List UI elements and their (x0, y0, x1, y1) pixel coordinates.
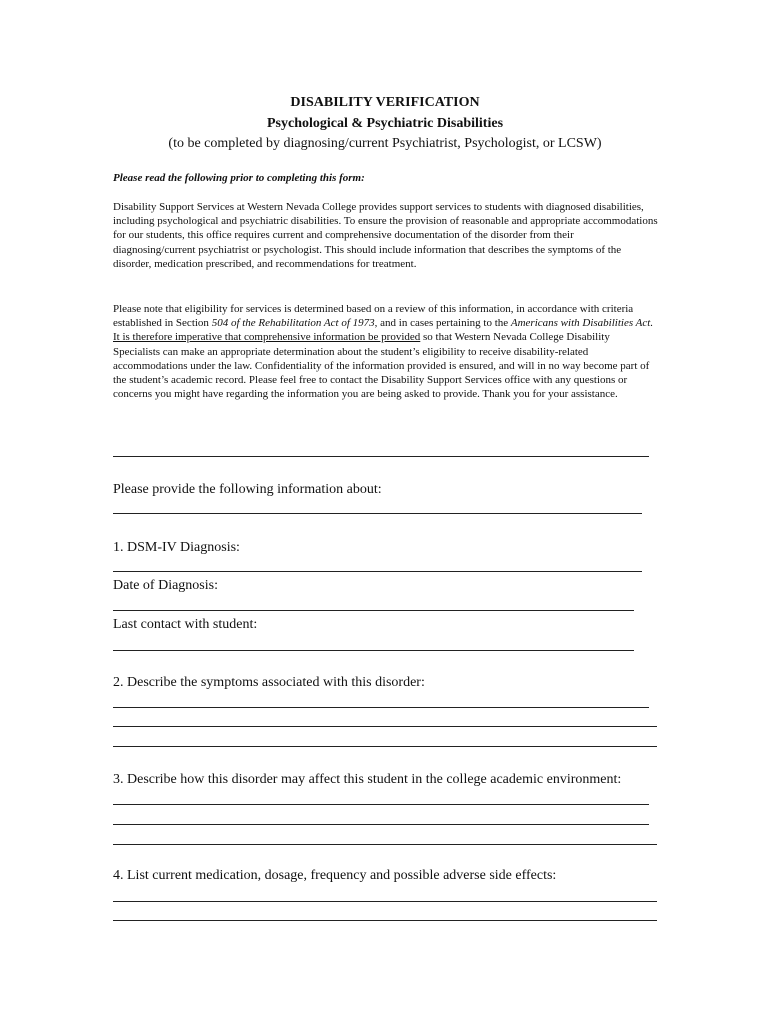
symptoms-line-2[interactable] (113, 726, 657, 727)
paragraph-text: so that Western Nevada College Disability Specialists can make an appropriate determination about the student’s eligibility to receive disability-related accommodations under the law. Confidentiality of the information provided is ensured, and will in no way become part of the student’s academic record. Please feel free to contact the Disability Support Services office with any questions or concerns you might have regarding the information you are being asked to provide. Thank you for your assistance. (113, 331, 650, 401)
academic-effect-line-2[interactable] (113, 824, 649, 825)
symptoms-line-3[interactable] (113, 746, 657, 747)
provide-info-line[interactable] (113, 513, 642, 514)
last-contact-line[interactable] (113, 650, 634, 651)
academic-effect-line-1[interactable] (113, 804, 649, 805)
date-of-diagnosis-label: Date of Diagnosis: (113, 578, 218, 593)
last-contact-label: Last contact with student: (113, 617, 258, 632)
paragraph-text: , and in cases pertaining to the (374, 317, 511, 330)
form-instruction: (to be completed by diagnosing/current Psychiatrist, Psychologist, or LCSW) (168, 136, 602, 151)
imperative-statement: It is therefore imperative that comprehensive information be provided (113, 331, 421, 344)
dsm-diagnosis-label: 1. DSM-IV Diagnosis: (113, 540, 240, 555)
paragraph-eligibility (113, 302, 658, 401)
dsm-diagnosis-line[interactable] (113, 571, 642, 572)
medication-line-1[interactable] (113, 901, 657, 902)
academic-effect-line-3[interactable] (113, 844, 657, 845)
paragraph-intro: Disability Support Services at Western Nevada College provides support services to students with diagnosed disabilities, including psychological and psychiatric disabilities. To ensure the provision of reasonable and appropriate accommodations for our students, this office requires current and comprehensive documentation of the disorder from their diagnosing/current psychiatrist or psychologist. This should include information that describes the symptoms of the disorder, medication prescribed, and recommendations for treatment. (113, 201, 658, 270)
medication-line-2[interactable] (113, 920, 657, 921)
intro-note: Please read the following prior to completing this form: (113, 172, 365, 184)
ada-reference: Americans with Disabilities Act. (510, 317, 654, 330)
symptoms-label: 2. Describe the symptoms associated with this disorder: (113, 675, 425, 690)
provide-info-label: Please provide the following information about: (113, 482, 382, 497)
academic-effect-label: 3. Describe how this disorder may affect this student in the college academic environment: (113, 772, 622, 787)
student-name-line[interactable] (113, 456, 649, 457)
medication-label: 4. List current medication, dosage, frequency and possible adverse side effects: (113, 868, 557, 883)
symptoms-line-1[interactable] (113, 707, 649, 708)
rehab-act-reference: 504 of the Rehabilitation Act of 1973 (211, 317, 375, 330)
form-subtitle: Psychological & Psychiatric Disabilities (266, 116, 504, 131)
paragraph-text: Please note that eligibility for services is determined based on a review of this information, in accordance with criteria established in Section (113, 303, 634, 330)
date-of-diagnosis-line[interactable] (113, 610, 634, 611)
form-title: DISABILITY VERIFICATION (290, 95, 480, 110)
